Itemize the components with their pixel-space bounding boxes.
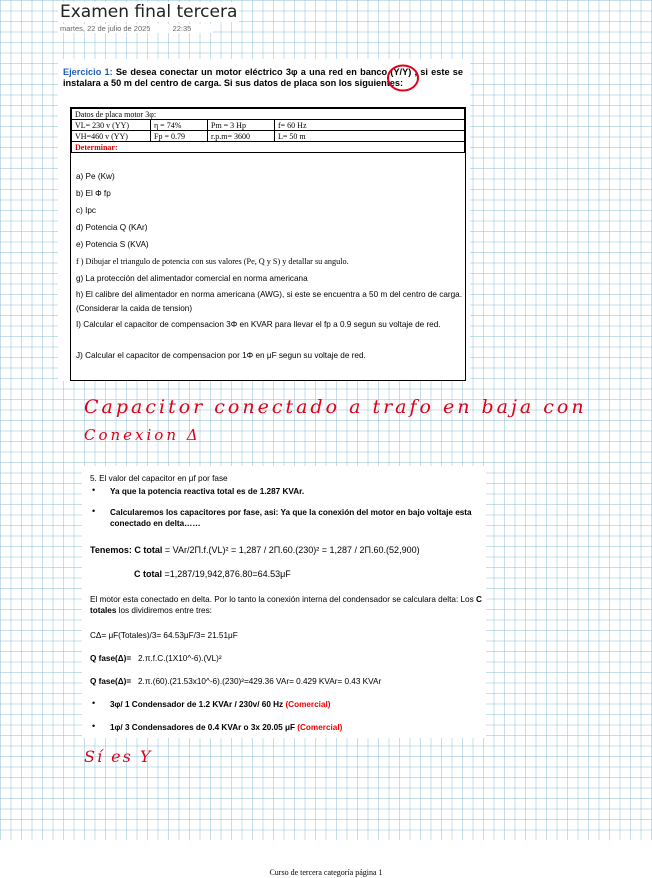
result-text: 3φ/ 1 Condensador de 1.2 KVAr / 230v/ 60 Hz [110, 700, 284, 709]
qfase-label: Q fase(Δ)= [90, 654, 132, 663]
table-cell: L= 50 m [275, 131, 465, 142]
qfase-line [90, 653, 482, 664]
handwritten-note: Conexion Δ [84, 426, 201, 444]
table-row [72, 131, 465, 142]
paragraph-text: El motor esta conectado en delta. Por lo tanto la conexión interna del condensador se calculara delta: Los [90, 595, 474, 604]
result-line [110, 722, 480, 733]
equation-text: =1,287/19,942,876.80=64.53μF [162, 569, 291, 579]
handwritten-note: Capacitor conectado a trafo en baja con [84, 396, 587, 418]
bullet-icon: • [92, 721, 96, 731]
ctotal-label: C total [134, 545, 163, 555]
table-cell: VL= 230 v (YY) [72, 120, 151, 131]
paragraph-bold: C totales [90, 595, 482, 615]
answer-heading: 5. El valor del capacitor en μf por fase [90, 474, 228, 483]
equation-line [90, 545, 482, 556]
list-item: I) Calcular el capacitor de compensacion 3Φ en KVAR para llevar el fp a 0.9 segun su voltaje de red. [76, 320, 441, 329]
answer-bullet: Calcularemos los capacitores por fase, asi: Ya que la conexión del motor en bajo voltaje esta conectado en delta…… [110, 508, 472, 528]
handwritten-note: Sí es Y [84, 747, 153, 766]
page-date: martes, 22 de julio de 2025 [60, 24, 151, 33]
answer-bullet: Ya que la potencia reactiva total es de 1.287 KVAr. [110, 487, 305, 496]
determinar-label: Determinar: [72, 142, 465, 153]
table-cell: Fp = 0.79 [151, 131, 208, 142]
ctotal-label: C total [134, 569, 162, 579]
comercial-tag: (Comercial) [285, 700, 331, 709]
paragraph-text: los dividiremos entre tres: [118, 606, 212, 615]
table-cell: Pm = 3 Hp [208, 120, 275, 131]
circle-annotation [386, 63, 420, 93]
table-cell: r.p.m= 3600 [208, 131, 275, 142]
list-item: J) Calcular el capacitor de compensacion por 1Φ en μF segun su voltaje de red. [76, 351, 366, 360]
bullet-icon: • [92, 698, 96, 708]
list-item: h) El calibre del alimentador en norma americana (AWG), si este se encuentra a 50 m del centro de carga. (Considerar la caida de tension) [76, 290, 462, 313]
equation-line [134, 569, 474, 580]
result-text: 1φ/ 3 Condensadores de 0.4 KVAr o 3x 20.05 μF [110, 723, 295, 732]
list-item: e) Potencia S (KVA) [76, 240, 149, 249]
exercise-text: Se desea conectar un motor eléctrico 3φ a una red en banco (Y/Y) , si este se instalara a 50 m del centro de carga. Si sus datos de placa son los siguientes: [63, 67, 463, 88]
bullet-icon: • [92, 506, 96, 516]
tenemos-label: Tenemos: [90, 545, 132, 555]
qfase-formula: 2.π.(60).(21.53x10^-6).(230)²=429.36 VAr= 0.429 KVAr= 0.43 KVAr [137, 677, 382, 686]
plate-data-table [71, 108, 465, 153]
exercise-label: Ejercicio 1: [63, 67, 113, 77]
list-item: a) Pe (Kw) [76, 172, 115, 181]
list-item: d) Potencia Q (KAr) [76, 223, 148, 232]
table-title: Datos de placa motor 3φ: [72, 109, 465, 120]
page-meta [58, 24, 213, 33]
bullet-icon: • [92, 485, 96, 495]
page-title: Examen final tercera [60, 2, 238, 22]
list-item: f ) Dibujar el triangulo de potencia con sus valores (Pe, Q y S) y detallar su angulo. [76, 257, 349, 266]
qfase-formula: 2.π.f.C.(1X10^-6).(VL)² [137, 654, 222, 663]
qfase-label: Q fase(Δ)= [90, 677, 132, 686]
plate-data-box [70, 107, 466, 381]
cdelta-line: CΔ= μF(Totales)/3= 64.53μF/3= 21.51μF [90, 631, 238, 640]
list-item: b) El Φ fp [76, 189, 111, 198]
list-item: c) Ipc [76, 206, 97, 215]
exercise-block [58, 59, 470, 381]
result-line [110, 699, 480, 710]
answer-block [82, 466, 486, 738]
answer-paragraph [90, 594, 482, 616]
page-footer: Curso de tercera categoría página 1 [269, 868, 383, 877]
table-cell: f= 60 Hz [275, 120, 465, 131]
table-row [72, 120, 465, 131]
equation-text: = VAr/2Π.f.(VL)² = 1,287 / 2Π.60.(230)² = 1,287 / 2Π.60.(52,900) [162, 545, 420, 555]
list-item: g) La protección del alimentador comercial en norma americana [76, 274, 308, 283]
table-cell: VH=460 v (YY) [72, 131, 151, 142]
qfase-line [90, 676, 482, 687]
page-time: 22:35 [172, 24, 192, 33]
comercial-tag: (Comercial) [297, 723, 343, 732]
table-cell: η = 74% [151, 120, 208, 131]
